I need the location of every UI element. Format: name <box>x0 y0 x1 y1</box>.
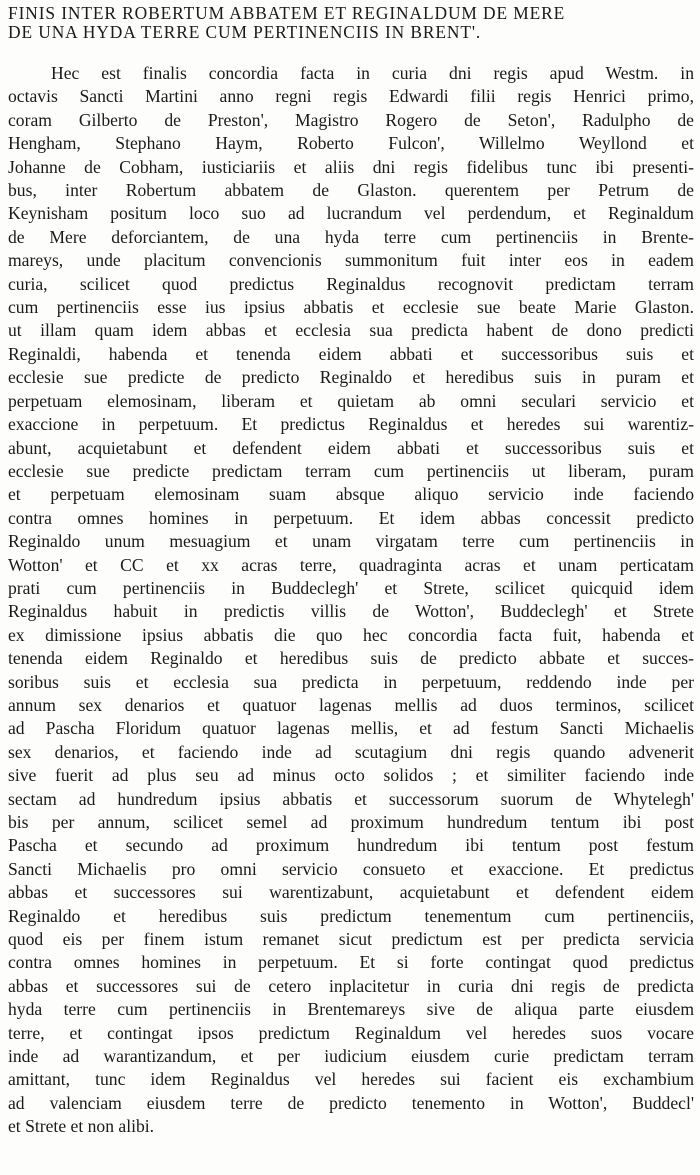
body-line: contra omnes homines in perpetuum. Et si forte contingat quod predictus <box>8 952 694 973</box>
body-line: octavis Sancti Martini anno regni regis Edwardi filii regis Henrici primo, <box>8 86 694 107</box>
body-line: Pascha et secundo ad proximum hundredum ibi tentum post festum <box>8 835 694 856</box>
body-line: perpetuam elemosinam, liberam et quietam ab omni seculari servicio et <box>8 390 694 411</box>
body-line: Reginaldo et heredibus suis predictum tenementum cum pertinenciis, <box>8 905 694 926</box>
body-line: ecclesie sue predicte predictam terram cum pertinenciis ut liberam, puram <box>8 460 694 481</box>
body-line: quod eis per finem istum remanet sicut predictum est per predicta servicia <box>8 929 694 950</box>
body-line: ut illam quam idem abbas et ecclesia sua predicta habent de dono predicti <box>8 320 694 341</box>
body-line: soribus suis et ecclesia sua predicta in perpetuum, reddendo inde per <box>8 671 694 692</box>
body-line: ad valenciam eiusdem terre de predicto tenemento in Wotton', Buddecl' <box>8 1092 694 1113</box>
body-line: prati cum pertinenciis in Buddeclegh' et Strete, scilicet quicquid idem <box>8 577 694 598</box>
body-line: terre, et contingat ipsos predictum Reginaldum vel heredes suos vocare <box>8 1022 694 1043</box>
body-line: Johanne de Cobham, iusticiariis et aliis dni regis fidelibus tunc ibi presenti- <box>8 156 694 177</box>
body-line: Hengham, Stephano Haym, Roberto Fulcon', Willelmo Weyllond et <box>8 133 694 154</box>
body-line: abbas et successores sui warentizabunt, acquietabunt et defendent eidem <box>8 882 694 903</box>
body-line: bus, inter Robertum abbatem de Glaston. querentem per Petrum de <box>8 180 694 201</box>
body-line: Reginaldo unum mesuagium et unam virgatam terre cum pertinenciis in <box>8 531 694 552</box>
body-line: hyda terre cum pertinenciis in Brentemareys sive de aliqua parte eiusdem <box>8 999 694 1020</box>
body-line: tenenda eidem Reginaldo et heredibus suis de predicto abbate et succes- <box>8 648 694 669</box>
body-line: abbas et successores sui de cetero inplacitetur in curia dni regis de predicta <box>8 975 694 996</box>
body-line: bis per annum, scilicet semel ad proximum hundredum tentum ibi post <box>8 812 694 832</box>
body-line: ex dimissione ipsius abbatis die quo hec concordia facta fuit, habenda et <box>8 624 694 645</box>
body-line: Reginaldi, habenda et tenenda eidem abbati et successoribus suis et <box>8 343 694 364</box>
body-line: annum sex denarios et quatuor lagenas mellis ad duos terminos, scilicet <box>8 694 694 715</box>
body-line: Hec est finalis concordia facta in curia dni regis apud Westm. in <box>51 63 694 83</box>
title-line: DE UNA HYDA TERRE CUM PERTINENCIIS IN BRENT'. <box>8 22 482 42</box>
body-line: Wotton' et CC et xx acras terre, quadraginta acras et unam perticatam <box>8 554 694 575</box>
body-line: ad Pascha Floridum quatuor lagenas mellis, et ad festum Sancti Michaelis <box>8 718 694 739</box>
body-line: coram Gilberto de Preston', Magistro Rogero de Seton', Radulpho de <box>8 109 694 130</box>
document-title <box>8 4 698 42</box>
body-line: Reginaldus habuit in predictis villis de Wotton', Buddeclegh' et Strete <box>8 601 694 622</box>
body-line: inde ad warantizandum, et per iudicium eiusdem curie predictam terram <box>8 1046 694 1067</box>
body-line: mareys, unde placitum convencionis summonitum fuit inter eos in eadem <box>8 250 694 271</box>
body-line: sex denarios, et faciendo inde ad scutagium dni regis quando advenerit <box>8 741 694 762</box>
body-line: de Mere deforciantem, de una hyda terre cum pertinenciis in Brente- <box>8 226 694 247</box>
body-line: exaccione in perpetuum. Et predictus Reginaldus et heredes sui warentiz- <box>8 414 694 435</box>
document-body <box>8 62 694 1139</box>
body-line: Keynisham positum loco suo ad lucrandum vel perdendum, et Reginaldum <box>8 203 694 224</box>
title-line: FINIS INTER ROBERTUM ABBATEM ET REGINALDUM DE MERE <box>8 3 566 23</box>
body-line: contra omnes homines in perpetuum. Et idem abbas concessit predicto <box>8 507 694 528</box>
body-line: et Strete et non alibi. <box>8 1116 155 1137</box>
body-line: et perpetuam elemosinam suam absque aliquo servicio inde faciendo <box>8 484 694 505</box>
body-line: cum pertinenciis esse ius ipsius abbatis et ecclesie sue beate Marie Glaston. <box>8 297 694 318</box>
body-line: curia, scilicet quod predictus Reginaldus recognovit predictam terram <box>8 273 694 294</box>
body-line: Sancti Michaelis pro omni servicio consueto et exaccione. Et predictus <box>8 858 694 879</box>
body-line: abunt, acquietabunt et defendent eidem abbati et successoribus suis et <box>8 437 694 458</box>
body-line: sectam ad hundredum ipsius abbatis et successorum suorum de Whytelegh' <box>8 788 694 809</box>
body-line: sive fuerit ad plus seu ad minus octo solidos ; et similiter faciendo inde <box>8 765 694 786</box>
body-line: amittant, tunc idem Reginaldus vel heredes sui facient eis exchambium <box>8 1069 694 1090</box>
body-line: ecclesie sue predicte de predicto Reginaldo et heredibus suis in puram et <box>8 367 694 388</box>
